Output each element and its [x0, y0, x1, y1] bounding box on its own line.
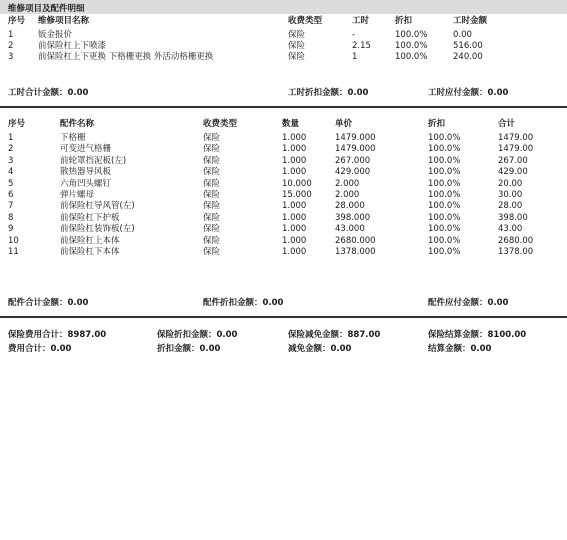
parts-cell-col-discount: 100.0% [428, 190, 461, 200]
parts-cell-col-discount: 100.0% [428, 155, 461, 166]
parts-cell-col-charge-type: 保险 [203, 178, 221, 189]
parts-cell-col-discount: 100.0% [428, 224, 461, 235]
parts-cell-col-index: 2 [8, 144, 14, 155]
parts-cell-col-charge-type: 保险 [203, 224, 221, 235]
labor-payable: 工时应付金额：0.00 [428, 88, 509, 98]
parts-cell-col-unit-price: 1479.000 [335, 144, 376, 155]
parts-cell-col-unit-price: 2680.000 [335, 235, 376, 246]
parts-cell-col-unit-price: 1378.000 [335, 247, 376, 257]
parts-header-col-discount: 折扣 [428, 119, 446, 129]
summary-insurance-reduction: 保险减免金额：887.00 [288, 330, 381, 340]
parts-cell-col-index: 11 [8, 247, 19, 257]
summary-insurance-total: 保险费用合计：8987.00 [8, 330, 107, 340]
parts-cell-col-part-name: 弹片螺母 [60, 190, 95, 200]
parts-cell-col-total: 20.00 [498, 178, 523, 189]
parts-cell-col-total: 398.00 [498, 212, 528, 223]
parts-header-col-total: 合计 [498, 119, 516, 129]
parts-cell-col-unit-price: 2.000 [335, 190, 360, 200]
labor-cell-col-item-name: 前保险杠上下更换 下格栅更换 外活动格栅更换 [38, 52, 214, 62]
parts-cell-col-quantity: 1.000 [282, 144, 307, 155]
parts-cell-col-part-name: 可变进气格栅 [60, 144, 112, 155]
parts-cell-col-part-name: 前轮罩挡泥板(左) [60, 155, 127, 166]
section-title-bar [0, 0, 567, 14]
parts-header-col-unit-price: 单价 [335, 119, 353, 129]
labor-cell-col-hours: 2.15 [352, 41, 371, 51]
parts-cell-col-unit-price: 429.000 [335, 167, 371, 178]
parts-cell-col-quantity: 1.000 [282, 247, 307, 257]
parts-cell-col-part-name: 前保险杠上本体 [60, 235, 120, 246]
labor-header-col-amount: 工时金额 [453, 16, 488, 26]
labor-cell-col-charge-type: 保险 [288, 41, 306, 51]
summary-discount: 折扣金额：0.00 [157, 344, 221, 354]
labor-header-col-item-name: 维修项目名称 [38, 16, 90, 26]
parts-cell-col-unit-price: 1479.000 [335, 133, 376, 143]
parts-cell-col-charge-type: 保险 [203, 167, 221, 178]
labor-cell-col-amount: 0.00 [453, 30, 472, 40]
parts-cell-col-charge-type: 保险 [203, 201, 221, 212]
parts-cell-col-unit-price: 267.000 [335, 155, 371, 166]
parts-cell-col-quantity: 1.000 [282, 224, 307, 235]
summary-total: 费用合计：0.00 [8, 344, 72, 354]
summary-reduction: 减免金额：0.00 [288, 344, 352, 354]
parts-cell-col-quantity: 1.000 [282, 167, 307, 178]
parts-payable: 配件应付金额：0.00 [428, 298, 509, 308]
parts-cell-col-quantity: 10.000 [282, 178, 312, 189]
parts-cell-col-charge-type: 保险 [203, 212, 221, 223]
labor-cell-col-index: 1 [8, 30, 14, 40]
labor-cell-col-index: 3 [8, 52, 14, 62]
labor-cell-col-item-name: 钣金报价 [38, 30, 73, 40]
parts-cell-col-total: 30.00 [498, 190, 523, 200]
labor-cell-col-hours: 1 [352, 52, 358, 62]
summary-insurance-settlement: 保险结算金额：8100.00 [428, 330, 527, 340]
parts-cell-col-index: 7 [8, 201, 14, 212]
parts-header-col-part-name: 配件名称 [60, 119, 95, 129]
section-title: 维修项目及配件明细 [8, 4, 85, 14]
parts-total: 配件合计金额：0.00 [8, 298, 89, 308]
labor-cell-col-charge-type: 保险 [288, 30, 306, 40]
parts-cell-col-charge-type: 保险 [203, 133, 221, 143]
parts-header-col-index: 序号 [8, 119, 26, 129]
parts-cell-col-part-name: 前保险杠下护板 [60, 212, 120, 223]
parts-cell-col-total: 1378.00 [498, 247, 534, 257]
labor-total: 工时合计金额：0.00 [8, 88, 89, 98]
parts-cell-col-unit-price: 398.000 [335, 212, 371, 223]
parts-cell-col-total: 1479.00 [498, 133, 534, 143]
parts-header-col-quantity: 数量 [282, 119, 300, 129]
divider-labor-parts [0, 106, 567, 108]
parts-cell-col-charge-type: 保险 [203, 144, 221, 155]
parts-cell-col-index: 4 [8, 167, 14, 178]
parts-cell-col-charge-type: 保险 [203, 235, 221, 246]
parts-cell-col-total: 2680.00 [498, 235, 534, 246]
parts-cell-col-discount: 100.0% [428, 167, 461, 178]
parts-cell-col-unit-price: 2.000 [335, 178, 360, 189]
parts-cell-col-discount: 100.0% [428, 133, 461, 143]
parts-cell-col-quantity: 1.000 [282, 212, 307, 223]
labor-cell-col-discount: 100.0% [395, 52, 428, 62]
labor-cell-col-amount: 516.00 [453, 41, 483, 51]
parts-header-col-charge-type: 收费类型 [203, 119, 238, 129]
divider-parts-summary [0, 316, 567, 318]
parts-cell-col-discount: 100.0% [428, 178, 461, 189]
labor-header-col-index: 序号 [8, 16, 26, 26]
parts-cell-col-unit-price: 28.000 [335, 201, 365, 212]
labor-cell-col-item-name: 前保险杠上下喷漆 [38, 41, 107, 51]
parts-cell-col-discount: 100.0% [428, 144, 461, 155]
parts-cell-col-part-name: 前保险杠装饰板(左) [60, 224, 135, 235]
parts-cell-col-discount: 100.0% [428, 247, 461, 257]
parts-cell-col-part-name: 前保险杠导风管(左) [60, 201, 135, 212]
summary-insurance-discount: 保险折扣金额：0.00 [157, 330, 238, 340]
labor-cell-col-amount: 240.00 [453, 52, 483, 62]
parts-cell-col-charge-type: 保险 [203, 190, 221, 200]
parts-cell-col-total: 1479.00 [498, 144, 534, 155]
labor-cell-col-discount: 100.0% [395, 41, 428, 51]
labor-header-col-charge-type: 收费类型 [288, 16, 323, 26]
labor-header-col-discount: 折扣 [395, 16, 413, 26]
parts-cell-col-part-name: 六角凹头螺钉 [60, 178, 112, 189]
parts-cell-col-index: 6 [8, 190, 14, 200]
labor-header-col-hours: 工时 [352, 16, 370, 26]
parts-cell-col-total: 429.00 [498, 167, 528, 178]
parts-cell-col-index: 9 [8, 224, 14, 235]
parts-cell-col-total: 28.00 [498, 201, 523, 212]
parts-cell-col-discount: 100.0% [428, 212, 461, 223]
parts-cell-col-part-name: 下格栅 [60, 133, 86, 143]
parts-cell-col-unit-price: 43.000 [335, 224, 365, 235]
parts-cell-col-part-name: 前保险杠下本体 [60, 247, 120, 257]
parts-cell-col-quantity: 1.000 [282, 201, 307, 212]
parts-cell-col-total: 43.00 [498, 224, 523, 235]
summary-settlement: 结算金额：0.00 [428, 344, 492, 354]
labor-cell-col-hours: - [352, 30, 356, 40]
parts-cell-col-discount: 100.0% [428, 235, 461, 246]
labor-cell-col-charge-type: 保险 [288, 52, 306, 62]
parts-cell-col-index: 5 [8, 178, 14, 189]
labor-discount: 工时折扣金额：0.00 [288, 88, 369, 98]
parts-cell-col-index: 10 [8, 235, 19, 246]
labor-cell-col-index: 2 [8, 41, 14, 51]
parts-cell-col-total: 267.00 [498, 155, 528, 166]
parts-discount: 配件折扣金额：0.00 [203, 298, 284, 308]
parts-cell-col-index: 3 [8, 155, 14, 166]
parts-cell-col-part-name: 散热器导风板 [60, 167, 112, 178]
parts-cell-col-discount: 100.0% [428, 201, 461, 212]
parts-cell-col-quantity: 1.000 [282, 235, 307, 246]
parts-cell-col-quantity: 15.000 [282, 190, 312, 200]
parts-cell-col-quantity: 1.000 [282, 155, 307, 166]
parts-cell-col-charge-type: 保险 [203, 155, 221, 166]
labor-cell-col-discount: 100.0% [395, 30, 428, 40]
parts-cell-col-quantity: 1.000 [282, 133, 307, 143]
parts-cell-col-index: 1 [8, 133, 14, 143]
parts-cell-col-charge-type: 保险 [203, 247, 221, 257]
parts-cell-col-index: 8 [8, 212, 14, 223]
